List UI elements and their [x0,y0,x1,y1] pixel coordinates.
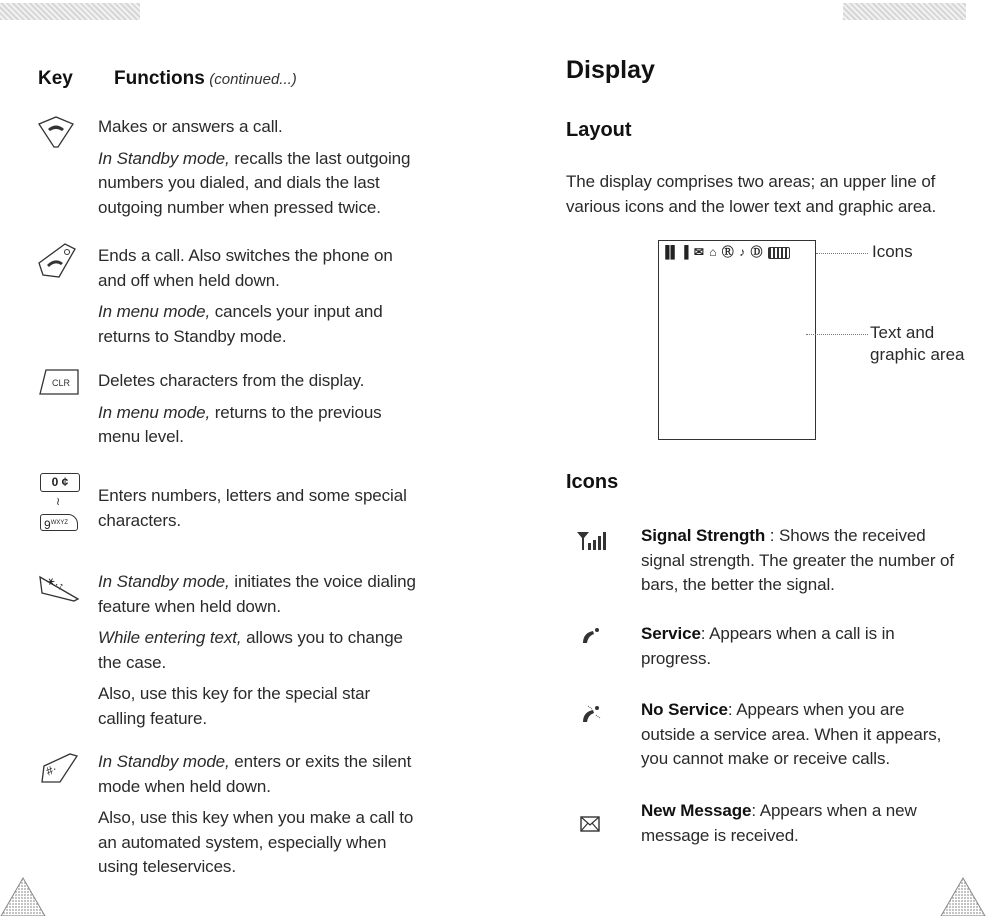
range-tilde: ≀ [56,496,61,508]
send-key-line: numbers you dialed, and dials the last [98,173,380,192]
text-area-leader-line [806,334,868,335]
icons-label: Icons [872,242,913,261]
send-key-description [98,115,410,220]
key-9-icon [40,514,78,531]
send-key-line: outgoing number when pressed twice. [98,197,381,217]
service-description [641,622,895,671]
service-line: progress. [641,648,711,668]
service-line: Appears when a call is in [709,624,895,643]
star-key-line: the case. [98,652,167,672]
hash-key-line: using teleservices. [98,857,236,876]
star-key-line: calling feature. [98,708,207,728]
hash-key-italic: In Standby mode, [98,752,230,771]
icons-leader-line [816,253,868,254]
star-key-line: allows you to change [241,628,403,647]
send-key-line: Makes or answers a call. [98,117,283,136]
clr-key-line: Deletes characters from the display. [98,371,365,390]
column-header-functions [114,68,297,90]
key-9-letters: WXYZ [50,520,69,526]
icons-heading: Icons [566,471,619,493]
display-diagram [658,240,816,440]
new-message-line: Appears when a new [759,801,917,820]
new-message-line: message is received. [641,825,799,845]
send-key-line: recalls the last outgoing [229,148,411,168]
hash-key-line: an automated system, especially when [98,832,387,852]
prev-page-triangle-icon [0,876,46,916]
clr-key-glyph: CLR [52,378,71,388]
hash-key-icon [40,752,80,786]
service-name: Service [641,624,701,643]
service-icon [580,626,602,646]
end-key-line: returns to Standby mode. [98,326,287,346]
column-header-key: Key [38,68,73,89]
signal-strength-line: bars, the better the signal. [641,575,835,594]
no-service-line: outside a service area. When it appears, [641,724,942,744]
end-key-line: Ends a call. Also switches the phone on [98,246,393,265]
page-title: Display [566,56,655,84]
star-key-glyph: ∗·↑ [44,574,66,594]
star-key-line: initiates the voice dialing [229,572,416,591]
next-page-triangle-icon [940,876,986,916]
number-keys-line: Enters numbers, letters and some special [98,486,407,505]
end-key-description [98,244,393,349]
functions-label: Functions [114,68,205,89]
star-key-line: Also, use this key for the special star [98,684,371,703]
signal-strength-name: Signal Strength [641,526,766,545]
no-service-description [641,698,941,772]
star-key-description [98,570,416,731]
new-message-icon [580,816,600,832]
end-key-line: cancels your input and [210,302,383,321]
end-key-line: and off when held down. [98,270,280,290]
no-service-line: Appears when you are [736,700,905,719]
separator: : [765,526,779,545]
key-0-icon: 0 ¢ [40,473,80,492]
layout-line: various icons and the lower text and graphic area. [566,196,937,216]
number-keys-description [98,484,407,533]
separator: : [727,700,737,719]
page-header-left-bar [0,3,140,20]
text-area-label [870,322,965,366]
star-key-icon [38,573,80,603]
hash-key-description [98,750,413,880]
separator: : [700,624,710,643]
battery-icon [768,247,790,259]
continued-label: (continued...) [209,71,297,88]
hash-key-line: enters or exits the silent [229,752,412,771]
end-key-italic: In menu mode, [98,302,211,321]
send-key-icon [36,114,76,150]
number-keys-line: characters. [98,510,181,530]
clr-key-line: returns to the previous [210,402,382,422]
end-key-icon [37,241,81,281]
key-9-digit: 9 [44,518,51,532]
hash-key-line: mode when held down. [98,776,271,796]
star-key-line: feature when held down. [98,596,281,616]
no-service-icon [580,703,604,725]
signal-strength-line: signal strength. The greater the number of [641,550,955,570]
status-icons-row [661,243,790,260]
clr-key-line: menu level. [98,427,184,446]
text-area-label-line: Text and [870,323,935,342]
star-key-italic: While entering text, [98,628,242,647]
number-keys-icon [40,473,84,543]
clr-key-italic: In menu mode, [98,402,211,422]
clr-key-description [98,369,382,450]
no-service-name: No Service [641,700,728,719]
page-header-right-bar [843,3,966,20]
layout-description [566,170,936,219]
no-service-line: you cannot make or receive calls. [641,749,890,768]
hash-key-glyph: #· [43,761,60,779]
send-key-italic: In Standby mode, [98,148,230,168]
layout-heading: Layout [566,119,632,141]
hash-key-line: Also, use this key when you make a call to [98,808,414,827]
signal-strength-icon [576,529,608,551]
new-message-description [641,799,917,848]
signal-strength-description [641,524,954,598]
signal-strength-line: Shows the received [779,526,926,545]
separator: : [751,801,760,820]
clr-key-icon [38,367,82,397]
layout-line: The display comprises two areas; an upper line of [566,172,936,191]
status-icons-text: ▐▌▐ ✉ ⌂ Ⓡ ♪ Ⓓ [661,245,764,259]
new-message-name: New Message [641,801,752,820]
star-key-italic: In Standby mode, [98,572,230,591]
text-area-label-line: graphic area [870,345,965,364]
